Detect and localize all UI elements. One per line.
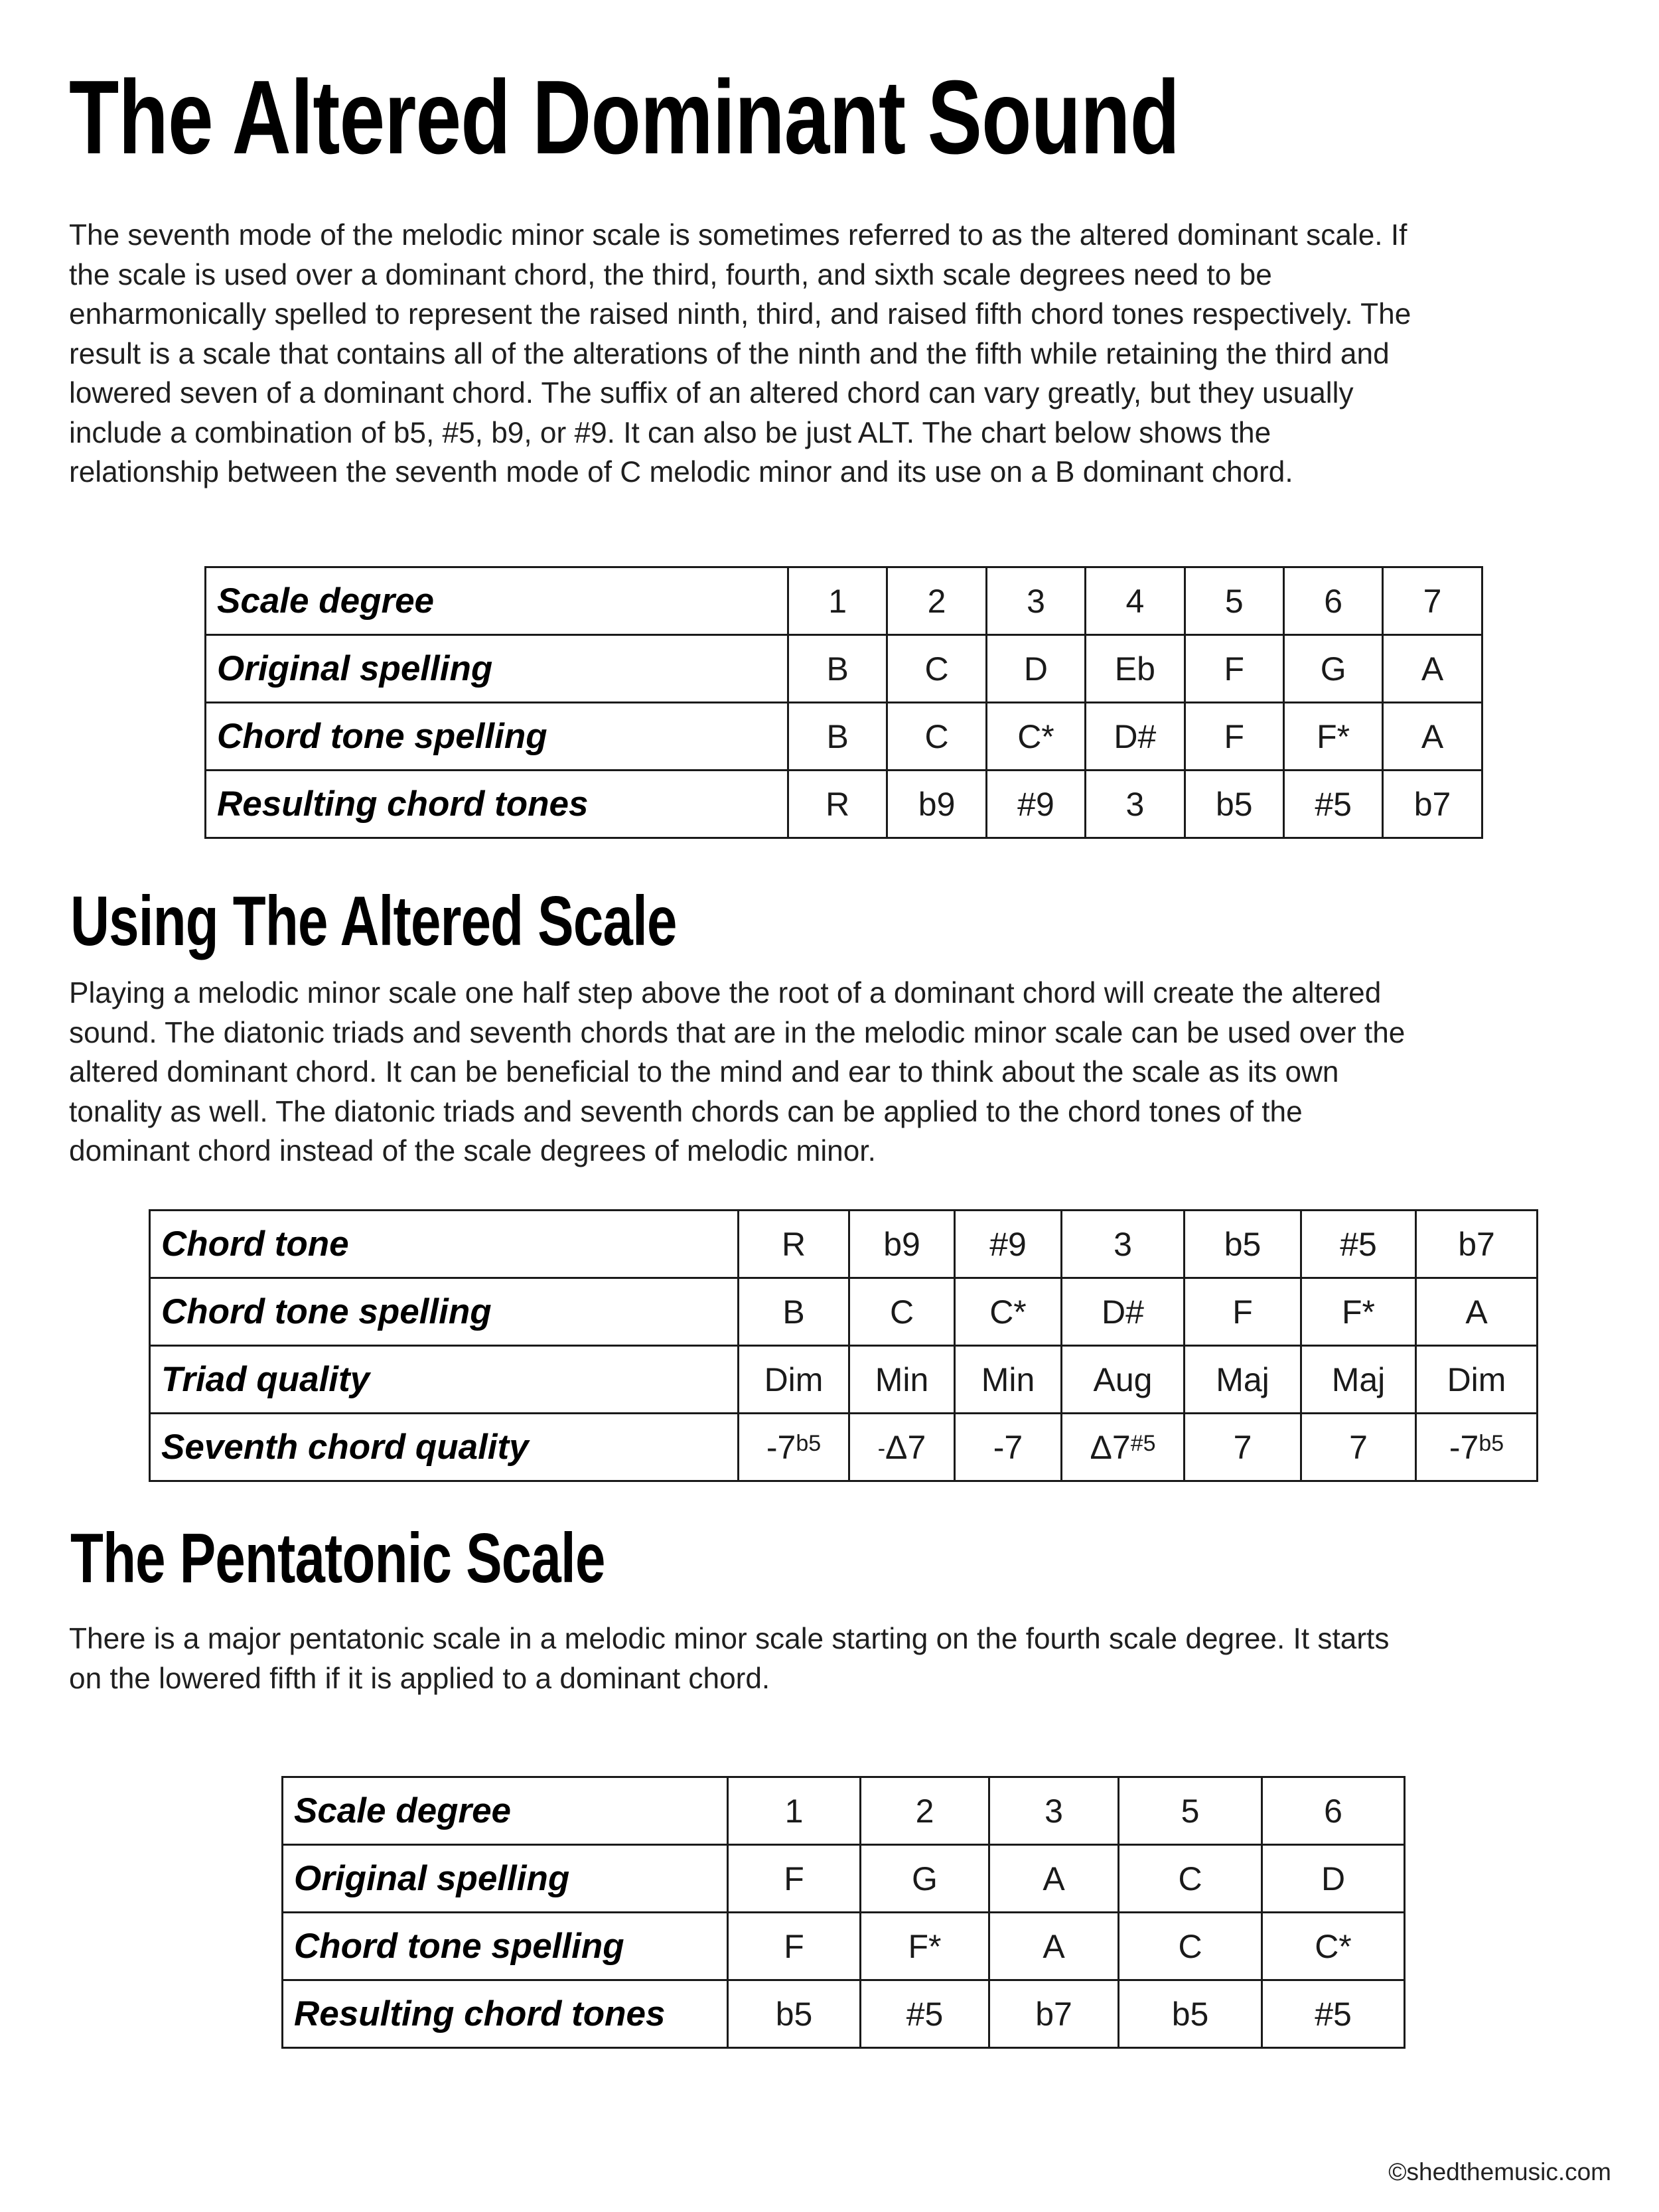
- table-cell: Dim: [739, 1346, 849, 1414]
- table-row: [150, 1414, 1538, 1481]
- row-header: Chord tone: [150, 1211, 739, 1278]
- paragraph-line: on the lowered fifth if it is applied to a dominant chord.: [69, 1662, 770, 1695]
- table-cell: b7: [1416, 1211, 1538, 1278]
- seventh-chord-cell: [849, 1414, 955, 1481]
- table-cell: R: [739, 1211, 849, 1278]
- table-cell: R: [788, 771, 887, 838]
- table-row: [283, 1913, 1405, 1980]
- table-cell: F*: [1301, 1278, 1416, 1346]
- row-header: Resulting chord tones: [206, 771, 788, 838]
- row-header: Scale degree: [283, 1777, 728, 1845]
- section-heading-using: Using The Altered Scale: [70, 882, 677, 960]
- table-cell: A: [989, 1845, 1119, 1913]
- table-cell: b5: [1185, 771, 1283, 838]
- chord-symbol: -7: [1449, 1428, 1479, 1466]
- table-cell: G: [1283, 635, 1382, 703]
- table-cell: #9: [986, 771, 1085, 838]
- paragraph-line: sound. The diatonic triads and seventh chords that are in the melodic minor scale can be used over the: [69, 1016, 1406, 1049]
- seventh-chord-cell: [1416, 1414, 1538, 1481]
- table-row: [206, 635, 1482, 703]
- table-cell: 7: [1383, 567, 1482, 635]
- table-row: [283, 1980, 1405, 2048]
- row-header: Chord tone spelling: [206, 703, 788, 771]
- seventh-chord-cell: [1301, 1414, 1416, 1481]
- table-cell: A: [1383, 703, 1482, 771]
- paragraph-line: include a combination of b5, #5, b9, or #9. It can also be just ALT. The chart below shows the: [69, 416, 1271, 449]
- table-cell: b5: [1119, 1980, 1262, 2048]
- table-cell: F*: [861, 1913, 989, 1980]
- table-cell: F: [1185, 703, 1283, 771]
- table-cell: F*: [1283, 703, 1382, 771]
- table-cell: D#: [1086, 703, 1185, 771]
- chord-alteration: b5: [1479, 1430, 1504, 1456]
- table-cell: D#: [1062, 1278, 1185, 1346]
- altered-scale-table: [204, 566, 1483, 839]
- table-cell: 3: [986, 567, 1085, 635]
- chord-symbol: Δ7: [1090, 1428, 1131, 1466]
- table-cell: 3: [989, 1777, 1119, 1845]
- table-row: [206, 703, 1482, 771]
- table-cell: #9: [955, 1211, 1062, 1278]
- table-row: [150, 1278, 1538, 1346]
- table-cell: #5: [1262, 1980, 1405, 2048]
- paragraph-line: relationship between the seventh mode of C melodic minor and its use on a B dominant chord.: [69, 456, 1293, 488]
- chord-quality-table: [149, 1209, 1538, 1482]
- table-cell: 3: [1086, 771, 1185, 838]
- table-cell: C: [887, 703, 986, 771]
- table-cell: #5: [861, 1980, 989, 2048]
- table-cell: b9: [849, 1211, 955, 1278]
- table-cell: C*: [986, 703, 1085, 771]
- chord-symbol: -7: [993, 1428, 1023, 1466]
- table-cell: 3: [1062, 1211, 1185, 1278]
- section-heading-pentatonic: The Pentatonic Scale: [70, 1519, 605, 1597]
- table-cell: b9: [887, 771, 986, 838]
- table-row: [206, 771, 1482, 838]
- table-cell: C: [849, 1278, 955, 1346]
- table-cell: G: [861, 1845, 989, 1913]
- table-cell: A: [1383, 635, 1482, 703]
- table-cell: 6: [1262, 1777, 1405, 1845]
- seventh-chord-cell: [1185, 1414, 1301, 1481]
- table-cell: 2: [887, 567, 986, 635]
- table-cell: Aug: [1062, 1346, 1185, 1414]
- chord-symbol: -7: [766, 1428, 796, 1466]
- table-row: [283, 1777, 1405, 1845]
- row-header: Chord tone spelling: [283, 1913, 728, 1980]
- page-title: The Altered Dominant Sound: [69, 59, 1180, 176]
- table-row: [150, 1346, 1538, 1414]
- paragraph-line: The seventh mode of the melodic minor scale is sometimes referred to as the altered dominant scale. If: [69, 219, 1407, 252]
- paragraph-line: dominant chord instead of the scale degrees of melodic minor.: [69, 1135, 876, 1167]
- table-cell: Min: [849, 1346, 955, 1414]
- table-cell: Dim: [1416, 1346, 1538, 1414]
- table-cell: #5: [1301, 1211, 1416, 1278]
- table-cell: F: [728, 1845, 861, 1913]
- table-cell: C*: [1262, 1913, 1405, 1980]
- paragraph-line: Playing a melodic minor scale one half step above the root of a dominant chord will create the altered: [69, 977, 1382, 1009]
- table-cell: B: [739, 1278, 849, 1346]
- table-cell: C: [1119, 1845, 1262, 1913]
- table-cell: b5: [1185, 1211, 1301, 1278]
- table-cell: A: [1416, 1278, 1538, 1346]
- paragraph-line: result is a scale that contains all of the alterations of the ninth and the fifth while retaining the third and: [69, 337, 1390, 370]
- table-row: [206, 567, 1482, 635]
- chord-prefix: -: [877, 1436, 886, 1461]
- table-cell: b5: [728, 1980, 861, 2048]
- row-header: Scale degree: [206, 567, 788, 635]
- table-cell: 5: [1119, 1777, 1262, 1845]
- paragraph-line: enharmonically spelled to represent the raised ninth, third, and raised fifth chord tones respectively. The: [69, 298, 1411, 331]
- table-cell: 2: [861, 1777, 989, 1845]
- table-cell: B: [788, 703, 887, 771]
- row-header: Seventh chord quality: [150, 1414, 739, 1481]
- table-cell: C: [1119, 1913, 1262, 1980]
- table-cell: A: [989, 1913, 1119, 1980]
- table-cell: F: [1185, 635, 1283, 703]
- table-cell: #5: [1283, 771, 1382, 838]
- table-cell: F: [1185, 1278, 1301, 1346]
- row-header: Original spelling: [283, 1845, 728, 1913]
- seventh-chord-cell: [739, 1414, 849, 1481]
- table-cell: b7: [1383, 771, 1482, 838]
- table-cell: b7: [989, 1980, 1119, 2048]
- paragraph-line: There is a major pentatonic scale in a melodic minor scale starting on the fourth scale degree. It starts: [69, 1623, 1390, 1655]
- table-cell: F: [728, 1913, 861, 1980]
- table-row: [150, 1211, 1538, 1278]
- table-cell: 4: [1086, 567, 1185, 635]
- paragraph-line: lowered seven of a dominant chord. The suffix of an altered chord can vary greatly, but they usually: [69, 377, 1354, 409]
- chord-symbol: 7: [1233, 1428, 1252, 1466]
- row-header: Resulting chord tones: [283, 1980, 728, 2048]
- pentatonic-paragraph: [69, 1619, 1389, 1698]
- paragraph-line: tonality as well. The diatonic triads and seventh chords can be applied to the chord tones of the: [69, 1095, 1303, 1128]
- table-cell: 5: [1185, 567, 1283, 635]
- table-cell: B: [788, 635, 887, 703]
- table-cell: Maj: [1301, 1346, 1416, 1414]
- table-row: [283, 1845, 1405, 1913]
- table-cell: Maj: [1185, 1346, 1301, 1414]
- table-cell: D: [1262, 1845, 1405, 1913]
- table-cell: C: [887, 635, 986, 703]
- intro-paragraph: [69, 216, 1411, 492]
- table-cell: 1: [788, 567, 887, 635]
- table-cell: Min: [955, 1346, 1062, 1414]
- paragraph-line: the scale is used over a dominant chord, the third, fourth, and sixth scale degrees need to be: [69, 258, 1272, 291]
- using-paragraph: [69, 974, 1405, 1171]
- table-cell: 1: [728, 1777, 861, 1845]
- chord-symbol: 7: [1349, 1428, 1368, 1466]
- chord-alteration: b5: [796, 1430, 822, 1456]
- table-cell: Eb: [1086, 635, 1185, 703]
- table-cell: C*: [955, 1278, 1062, 1346]
- row-header: Triad quality: [150, 1346, 739, 1414]
- paragraph-line: altered dominant chord. It can be beneficial to the mind and ear to think about the scale as its own: [69, 1056, 1339, 1088]
- row-header: Original spelling: [206, 635, 788, 703]
- table-cell: 6: [1283, 567, 1382, 635]
- copyright-notice: ©shedthemusic.com: [1388, 2158, 1611, 2185]
- seventh-chord-cell: [1062, 1414, 1185, 1481]
- chord-alteration: #5: [1130, 1430, 1156, 1456]
- chord-symbol: Δ7: [885, 1428, 926, 1466]
- pentatonic-table: [281, 1776, 1406, 2049]
- table-cell: D: [986, 635, 1085, 703]
- row-header: Chord tone spelling: [150, 1278, 739, 1346]
- seventh-chord-cell: [955, 1414, 1062, 1481]
